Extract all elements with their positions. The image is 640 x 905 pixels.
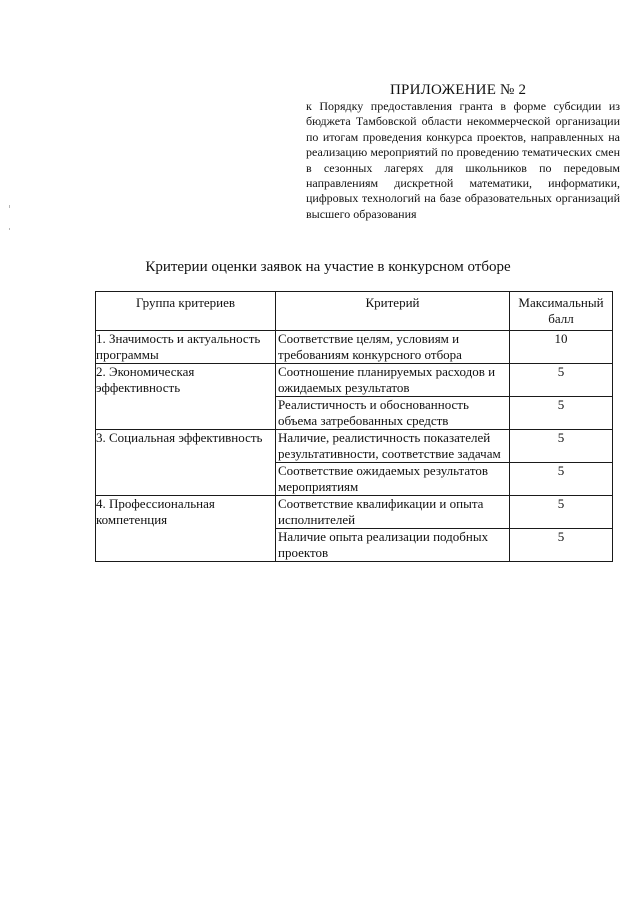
table-row [96, 430, 613, 463]
score-cell: 10 [510, 331, 613, 364]
criterion-cell: Наличие опыта реализации подобных проектов [276, 529, 510, 562]
criterion-cell: Реалистичность и обоснованность объема затребованных средств [276, 397, 510, 430]
scan-artifact [9, 205, 10, 208]
criteria-table [95, 291, 613, 562]
table-row [96, 364, 613, 397]
score-cell: 5 [510, 430, 613, 463]
header-criterion: Критерий [276, 292, 510, 331]
appendix-title: ПРИЛОЖЕНИЕ № 2 [390, 82, 527, 98]
appendix-text: к Порядку предоставления гранта в форме субсидии из бюджета Тамбовской области некоммерческой организации по итогам проведения конкурса проектов, направленных на реализацию мероприятий по проведению тематических смен в сезонных лагерях для школьников по передовым направлениям дискретной математики, информатики, цифровых технологий на базе образовательных организаций высшего образования [306, 99, 620, 221]
scan-artifact [9, 228, 10, 230]
group-cell: 1. Значимость и актуальность программы [96, 331, 276, 364]
score-cell: 5 [510, 463, 613, 496]
score-cell: 5 [510, 364, 613, 397]
criterion-cell: Соотношение планируемых расходов и ожидаемых результатов [276, 364, 510, 397]
criterion-cell: Наличие, реалистичность показателей результативности, соответствие задачам [276, 430, 510, 463]
table-row [96, 331, 613, 364]
score-cell: 5 [510, 529, 613, 562]
criterion-cell: Соответствие целям, условиям и требованиям конкурсного отбора [276, 331, 510, 364]
group-cell: 3. Социальная эффективность [96, 430, 276, 496]
score-cell: 5 [510, 397, 613, 430]
document-title: Критерии оценки заявок на участие в конкурсном отборе [145, 259, 511, 275]
group-cell: 2. Экономическая эффективность [96, 364, 276, 430]
header-group: Группа критериев [96, 292, 276, 331]
group-cell: 4. Профессиональная компетенция [96, 496, 276, 562]
table-row [96, 496, 613, 529]
score-cell: 5 [510, 496, 613, 529]
criterion-cell: Соответствие квалификации и опыта исполнителей [276, 496, 510, 529]
criterion-cell: Соответствие ожидаемых результатов мероприятиям [276, 463, 510, 496]
table-header-row [96, 292, 613, 331]
header-max-score: Максимальный балл [510, 292, 613, 331]
